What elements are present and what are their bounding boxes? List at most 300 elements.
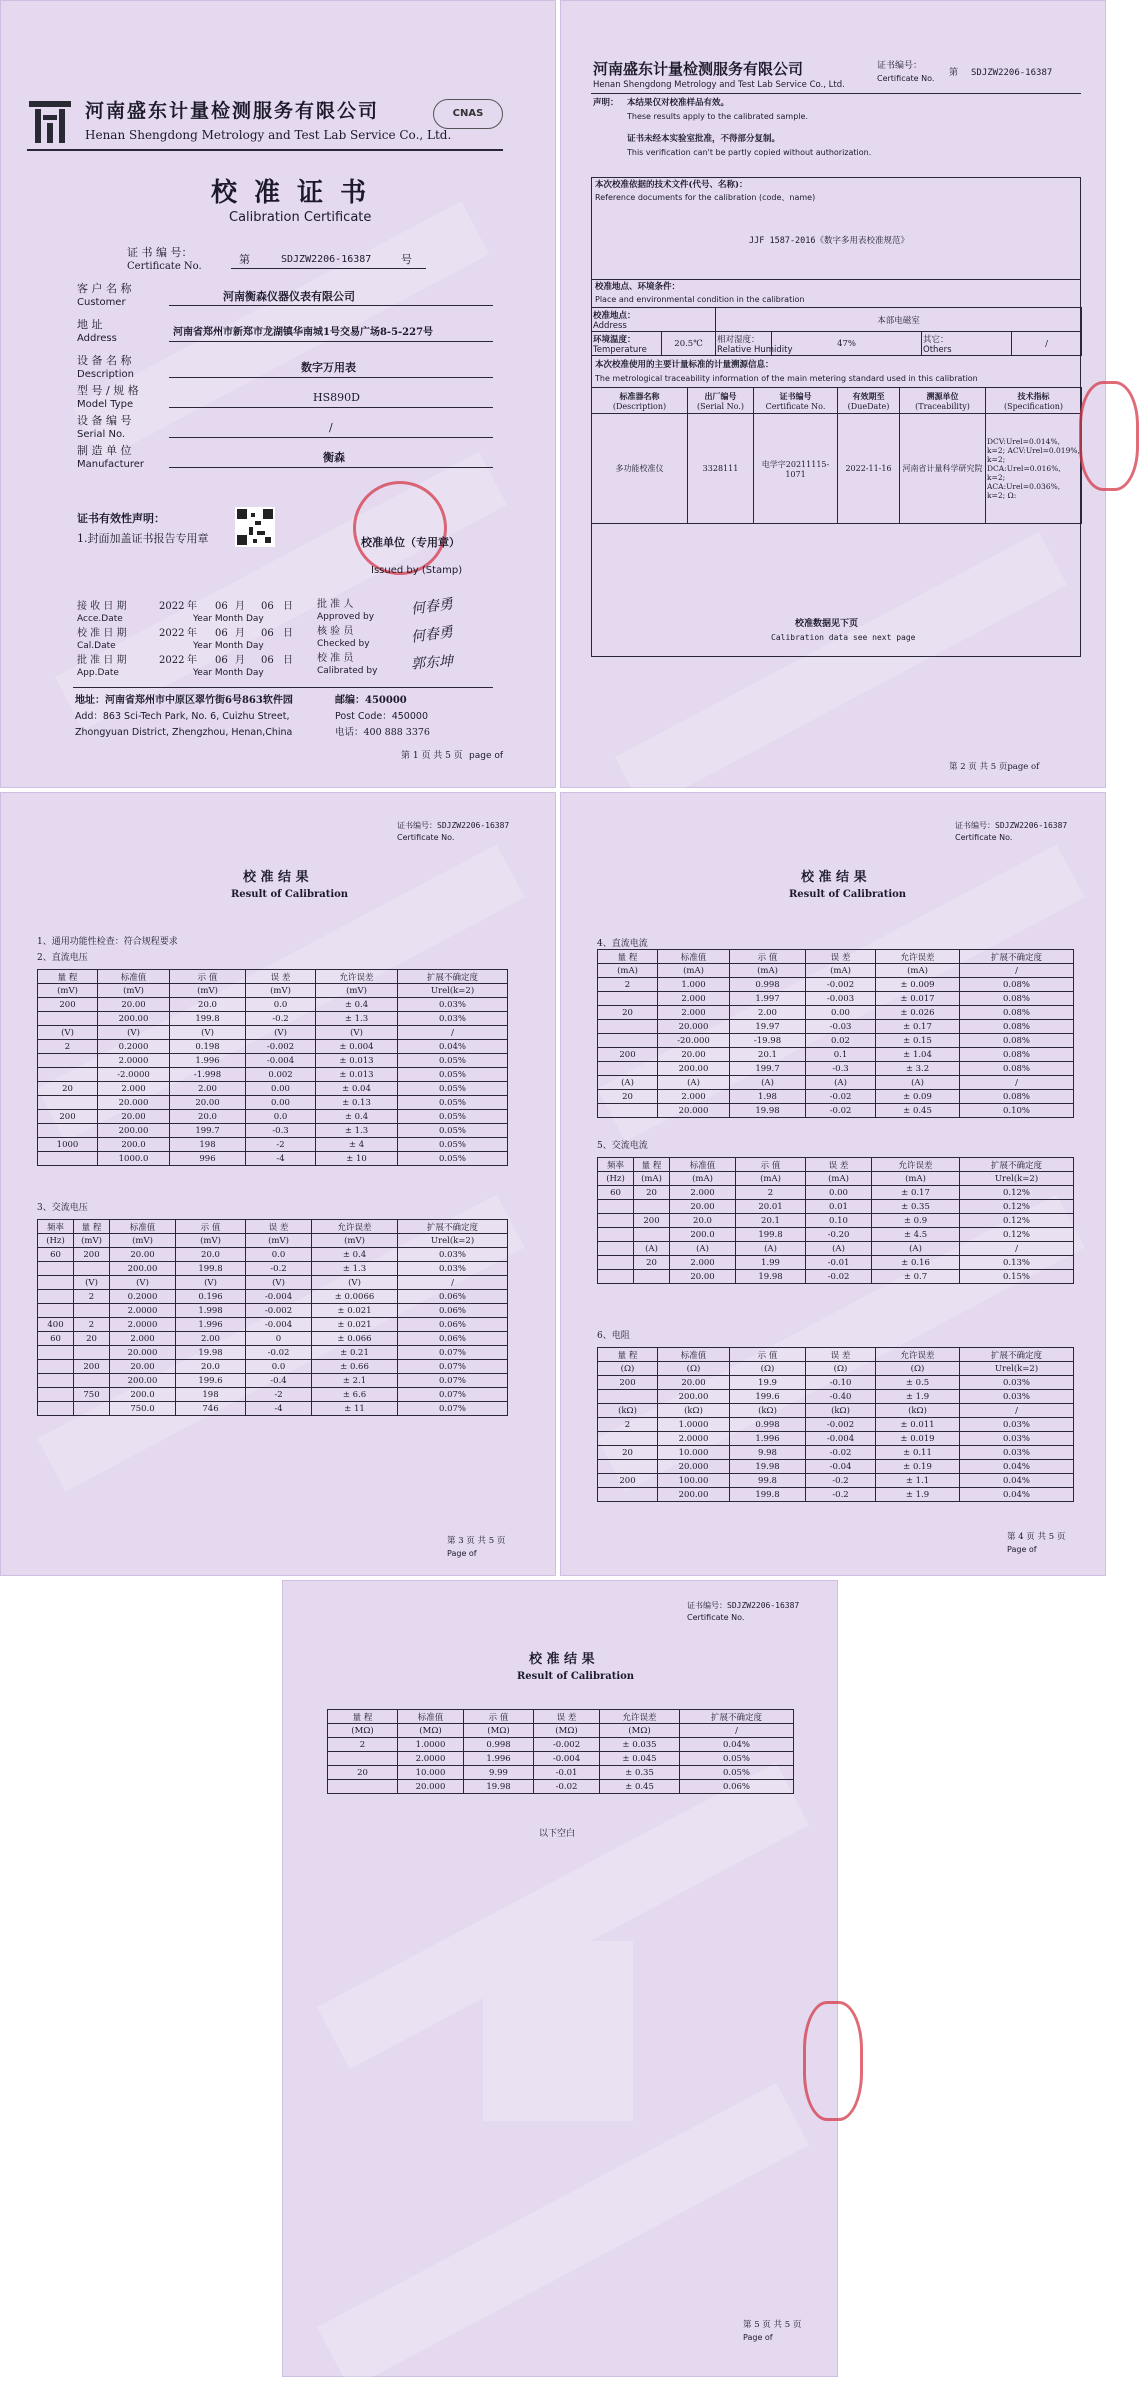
table-cell: ± 11 (312, 1402, 398, 1416)
traceability-label: 本次校准使用的主要计量标准的计量溯源信息： (595, 360, 774, 370)
date-day: 06 (261, 628, 274, 639)
table-row (598, 1270, 1074, 1284)
table-row (38, 1054, 508, 1068)
trace-header-en: Certificate No. (765, 401, 826, 411)
certno-prefix: 第 (239, 253, 250, 266)
temp-label-en: Temperature (593, 344, 647, 355)
table-cell: 0.04% (398, 1040, 508, 1054)
trace-header-en: (Description) (612, 401, 667, 411)
table-cell: 0.06% (398, 1290, 508, 1304)
table-cell: (kΩ) (658, 1404, 730, 1418)
table-cell: (MΩ) (328, 1724, 398, 1738)
table-cell: -0.003 (806, 992, 876, 1006)
table-header-row (598, 1348, 1074, 1362)
field-label-manufacturer-en: Manufacturer (77, 459, 144, 470)
table-cell: 199.8 (170, 1012, 246, 1026)
table-header: 示 值 (730, 1348, 806, 1362)
table-cell: 0.05% (398, 1096, 508, 1110)
page-number: 第 2 页 共 5 页page of (949, 762, 1040, 772)
certno-en: Certificate No. (397, 833, 455, 842)
page-number-en: page of (469, 751, 504, 761)
table-cell: 20 (598, 1446, 658, 1460)
field-label-serial-en: Serial No. (77, 429, 126, 440)
table-cell: ± 0.019 (876, 1432, 960, 1446)
table-cell: (A) (872, 1242, 960, 1256)
table-header: 允许误差 (316, 970, 398, 984)
table-cell: (Hz) (598, 1172, 634, 1186)
table-header-row (598, 1158, 1074, 1172)
table-header: 示 值 (176, 1220, 246, 1234)
table-cell (598, 1062, 658, 1076)
table-cell: 0.05% (398, 1138, 508, 1152)
validity-text: 1.封面加盖证书报告专用章 (77, 532, 209, 545)
table-cell (38, 1346, 74, 1360)
date-label-en: Cal.Date (77, 641, 116, 651)
table-cell: 996 (170, 1152, 246, 1166)
table-cell: 2.000 (670, 1256, 736, 1270)
table-cell: 0.08% (960, 992, 1074, 1006)
table-cell: 20 (634, 1186, 670, 1200)
result-title-en: Result of Calibration (517, 1671, 635, 1682)
table-cell: 200 (634, 1214, 670, 1228)
table-cell: 750 (74, 1388, 110, 1402)
dc-voltage-table (37, 969, 508, 1166)
table-cell: 200 (598, 1048, 658, 1062)
date-unit-year: 年 (187, 601, 197, 612)
table-cell: ± 0.7 (872, 1270, 960, 1284)
table-cell: 0.08% (960, 1048, 1074, 1062)
table-row (598, 1404, 1074, 1418)
certno-en: Certificate No. (687, 1613, 745, 1622)
signature: 郭东坤 (410, 653, 454, 673)
table-cell: ± 1.3 (316, 1124, 398, 1138)
table-cell: (mV) (110, 1234, 176, 1248)
table-header: 标准值 (670, 1158, 736, 1172)
table-cell: 0.0 (246, 1360, 312, 1374)
signer-label: 校 准 员 (317, 653, 354, 664)
table-cell: 746 (176, 1402, 246, 1416)
table-cell: 200.00 (98, 1012, 170, 1026)
table-cell: 0.08% (960, 1020, 1074, 1034)
table-header: 扩展不确定度 (960, 950, 1074, 964)
trace-header-en: (Specification) (1004, 401, 1063, 411)
table-cell: ± 1.3 (316, 1012, 398, 1026)
table-header: 标准值 (658, 1348, 730, 1362)
table-cell: ± 0.011 (876, 1418, 960, 1432)
cnas-badge: CNAS (433, 99, 503, 129)
table-cell: 1.996 (730, 1432, 806, 1446)
table-cell: ± 0.4 (312, 1248, 398, 1262)
table-cell: 20 (598, 1006, 658, 1020)
table-cell: 20.00 (670, 1200, 736, 1214)
table-cell: -0.004 (534, 1752, 600, 1766)
table-header: 扩展不确定度 (398, 970, 508, 984)
table-cell: (mV) (246, 1234, 312, 1248)
table-row (328, 1738, 794, 1752)
table-cell (598, 1270, 634, 1284)
table-cell: 20 (328, 1766, 398, 1780)
table-cell: (mV) (246, 984, 316, 998)
table-cell: 0.05% (398, 1054, 508, 1068)
table-cell: 0.03% (398, 1012, 508, 1026)
table-cell (74, 1262, 110, 1276)
table-cell: 0.05% (398, 1110, 508, 1124)
table-cell: 9.98 (730, 1446, 806, 1460)
table-cell: 199.7 (730, 1062, 806, 1076)
table-cell: 0.00 (246, 1082, 316, 1096)
table-cell: 20.0 (176, 1248, 246, 1262)
table-row (598, 964, 1074, 978)
table-cell: / (960, 1076, 1074, 1090)
certificate-page-3 (0, 792, 556, 1576)
signature: 何春勇 (410, 624, 454, 646)
signer-label: 核 验 员 (317, 626, 354, 637)
table-header: 量 程 (634, 1158, 670, 1172)
table-cell: (mA) (730, 964, 806, 978)
megohm-resistance-table (327, 1709, 794, 1794)
validity-title: 证书有效性声明： (77, 512, 165, 525)
table-cell: 0.01 (806, 1200, 872, 1214)
table-cell (598, 1214, 634, 1228)
table-cell: 2 (736, 1186, 806, 1200)
table-row (38, 998, 508, 1012)
page-number-en: Page of (743, 2333, 773, 2342)
table-cell (598, 1256, 634, 1270)
field-rule (169, 407, 493, 408)
table-cell: ± 0.066 (312, 1332, 398, 1346)
date-label: 批 准 日 期 (77, 655, 127, 666)
table-cell: -0.10 (806, 1376, 876, 1390)
table-cell: -19.98 (730, 1034, 806, 1048)
table-cell: 0.05% (398, 1082, 508, 1096)
date-unit-month: 月 (235, 601, 245, 612)
signature: 何春勇 (410, 596, 454, 618)
table-cell: 0.00 (806, 1186, 872, 1200)
certificate-page-2 (560, 0, 1106, 788)
table-cell: 0.002 (246, 1068, 316, 1082)
table-cell: (A) (670, 1242, 736, 1256)
trace-header-en: (DueDate) (847, 401, 890, 411)
trace-header: 有效期至 (852, 390, 885, 401)
table-cell: -0.20 (806, 1228, 872, 1242)
table-cell (598, 1488, 658, 1502)
declaration-1: 本结果仅对校准样品有效。 (627, 98, 730, 108)
page-number: 第 5 页 共 5 页 (743, 2320, 802, 2330)
table-cell: 200.0 (670, 1228, 736, 1242)
certno: 证书编号：SDJZW2206-16387 (397, 821, 510, 830)
table-cell: 0.05% (398, 1068, 508, 1082)
table-cell: 2 (38, 1040, 98, 1054)
result-title-cn: 校 准 结 果 (529, 1652, 595, 1667)
table-cell: 0.04% (960, 1488, 1074, 1502)
ac-voltage-table (37, 1219, 508, 1416)
table-cell (38, 1054, 98, 1068)
table-cell: Urel(k=2) (398, 1234, 508, 1248)
table-cell: 200.0 (110, 1388, 176, 1402)
certno-label: 证书编号： (877, 61, 923, 71)
table-cell: ± 3.2 (876, 1062, 960, 1076)
table-row (38, 1082, 508, 1096)
table-header: 标准值 (110, 1220, 176, 1234)
table-cell (634, 1200, 670, 1214)
table-cell: 20.00 (110, 1248, 176, 1262)
ref-document: JJF 1587-2016《数字多用表校准规范》 (749, 236, 910, 246)
date-units-en: Year Month Day (193, 614, 264, 624)
table-cell: ± 0.13 (316, 1096, 398, 1110)
table-row (598, 1090, 1074, 1104)
table-cell: ± 0.21 (312, 1346, 398, 1360)
table-row (38, 1248, 508, 1262)
table-cell: 20.000 (658, 1460, 730, 1474)
result-title-cn: 校 准 结 果 (243, 870, 309, 885)
table-cell: 0.196 (176, 1290, 246, 1304)
table-cell: ± 1.3 (312, 1262, 398, 1276)
address-en-1: Add：863 Sci-Tech Park, No. 6, Cuizhu Street, (75, 711, 290, 722)
table-cell: -0.02 (806, 1090, 876, 1104)
table-cell: ± 1.04 (876, 1048, 960, 1062)
table-row (38, 1276, 508, 1290)
table-cell: 0.07% (398, 1374, 508, 1388)
table-cell (38, 1096, 98, 1110)
table-cell: 0.03% (398, 1248, 508, 1262)
certno-suffix: 号 (401, 253, 412, 266)
table-cell: 200 (74, 1360, 110, 1374)
table-cell: 0.07% (398, 1402, 508, 1416)
result-title-en: Result of Calibration (789, 889, 907, 900)
table-header: 示 值 (730, 950, 806, 964)
table-cell: 1.996 (176, 1318, 246, 1332)
table-cell: 20.000 (98, 1096, 170, 1110)
certificate-page-4 (560, 792, 1106, 1576)
table-cell: 0.06% (398, 1304, 508, 1318)
temp-value: 20.5℃ (662, 332, 716, 356)
table-row (38, 1234, 508, 1248)
field-label-manufacturer: 制 造 单 位 (77, 444, 132, 457)
table-cell: 20.0 (170, 1110, 246, 1124)
field-rule (169, 437, 493, 438)
page-number: 第 4 页 共 5 页 (1007, 1532, 1066, 1542)
date-label: 接 收 日 期 (77, 601, 127, 612)
table-cell: (mV) (74, 1234, 110, 1248)
table-cell: 20.000 (658, 1020, 730, 1034)
table-cell: -0.40 (806, 1390, 876, 1404)
table-cell: 1.0000 (658, 1418, 730, 1432)
date-month: 06 (215, 628, 228, 639)
table-cell: (mA) (736, 1172, 806, 1186)
table-cell: 20.00 (658, 1048, 730, 1062)
table-cell: 99.8 (730, 1474, 806, 1488)
others-value: / (1012, 332, 1082, 356)
table-cell (328, 1752, 398, 1766)
trace-cell: 3328111 (688, 414, 754, 524)
table-cell: -2 (246, 1388, 312, 1402)
table-cell: 20.0 (176, 1360, 246, 1374)
table-cell: 0.10 (806, 1214, 872, 1228)
table-cell: (mA) (658, 964, 730, 978)
table-cell: 199.6 (730, 1390, 806, 1404)
table-cell: / (398, 1276, 508, 1290)
field-label-description-en: Description (77, 369, 134, 380)
table-cell: 750.0 (110, 1402, 176, 1416)
table-cell: 20.00 (670, 1270, 736, 1284)
table-cell: 2.0000 (658, 1432, 730, 1446)
table-cell: 0.08% (960, 1090, 1074, 1104)
table-cell: 2 (598, 1418, 658, 1432)
table-cell: (MΩ) (600, 1724, 680, 1738)
table-cell: 1000.0 (98, 1152, 170, 1166)
table-cell: ± 0.45 (876, 1104, 960, 1118)
table-row (38, 1138, 508, 1152)
table-cell (598, 1432, 658, 1446)
table-cell: 20.1 (736, 1214, 806, 1228)
table-row (598, 1172, 1074, 1186)
table-row (598, 1228, 1074, 1242)
table-cell: 20.0 (170, 998, 246, 1012)
table-row (598, 1214, 1074, 1228)
certno-rule (231, 268, 426, 269)
table-cell: / (960, 1242, 1074, 1256)
table-cell: 60 (38, 1248, 74, 1262)
table-row (38, 1068, 508, 1082)
table-header: 误 差 (534, 1710, 600, 1724)
table-cell: (mV) (316, 984, 398, 998)
table-header: 允许误差 (600, 1710, 680, 1724)
date-year: 2022 (159, 628, 185, 639)
company-name-en: Henan Shengdong Metrology and Test Lab Service Co., Ltd. (593, 80, 845, 90)
table-cell: Urel(k=2) (398, 984, 508, 998)
next-page-note-en: Calibration data see next page (771, 633, 916, 642)
table-header: 示 值 (464, 1710, 534, 1724)
date-unit-month: 月 (235, 655, 245, 666)
table-cell: 20 (38, 1082, 98, 1096)
table-cell: -0.002 (806, 1418, 876, 1432)
table-row (38, 1262, 508, 1276)
table-cell: ± 0.004 (316, 1040, 398, 1054)
table-cell: 20.00 (98, 998, 170, 1012)
table-row (38, 1374, 508, 1388)
date-units-en: Year Month Day (193, 668, 264, 678)
table-cell: ± 0.9 (872, 1214, 960, 1228)
table-cell: -4 (246, 1402, 312, 1416)
table-cell: (V) (246, 1026, 316, 1040)
table-cell: 0.998 (464, 1738, 534, 1752)
page-number: 第 3 页 共 5 页 (447, 1536, 506, 1546)
declaration-1-en: These results apply to the calibrated sample. (627, 112, 808, 121)
table-cell: -0.004 (246, 1290, 312, 1304)
table-cell: 2 (74, 1318, 110, 1332)
table-cell: 0.998 (730, 978, 806, 992)
table-row (598, 978, 1074, 992)
table-cell: ± 1.9 (876, 1488, 960, 1502)
zip-en: Post Code：450000 (335, 711, 428, 722)
table-row (38, 1318, 508, 1332)
table-row (38, 1096, 508, 1110)
table-cell: (mV) (38, 984, 98, 998)
table-cell: ± 0.16 (872, 1256, 960, 1270)
table-cell (38, 1068, 98, 1082)
table-cell: 20 (598, 1090, 658, 1104)
table-cell: ± 0.026 (876, 1006, 960, 1020)
table-cell: ± 0.09 (876, 1090, 960, 1104)
title-cn: 校 准 证 书 (211, 178, 371, 208)
table-header-row (328, 1710, 794, 1724)
table-row (598, 1242, 1074, 1256)
table-cell: 0.03% (398, 1262, 508, 1276)
table-cell: 2.000 (658, 992, 730, 1006)
table-cell: (V) (74, 1276, 110, 1290)
table-cell: ± 10 (316, 1152, 398, 1166)
table-cell: -4 (246, 1152, 316, 1166)
table-header: 频率 (38, 1220, 74, 1234)
table-cell: (kΩ) (876, 1404, 960, 1418)
dc-current-table (597, 949, 1074, 1118)
table-cell: (MΩ) (398, 1724, 464, 1738)
table-cell: 0.12% (960, 1214, 1074, 1228)
table-header: 扩展不确定度 (960, 1158, 1074, 1172)
table-header: 允许误差 (312, 1220, 398, 1234)
table-cell: 0.03% (398, 998, 508, 1012)
table-cell: 1.996 (170, 1054, 246, 1068)
table-cell: 0.04% (680, 1738, 794, 1752)
date-unit-day: 日 (283, 601, 293, 612)
humidity-value: 47% (772, 332, 922, 356)
table-cell: 19.98 (176, 1346, 246, 1360)
section-6: 6、电阻 (597, 1331, 630, 1341)
table-cell: 20 (634, 1256, 670, 1270)
field-label-description: 设 备 名 称 (77, 354, 132, 367)
field-value-description: 数字万用表 (301, 361, 356, 374)
table-cell: ± 0.45 (600, 1780, 680, 1794)
table-cell: (Hz) (38, 1234, 74, 1248)
page-number-en: Page of (447, 1549, 477, 1558)
table-cell (38, 1304, 74, 1318)
table-cell: 0.15% (960, 1270, 1074, 1284)
trace-cell: 多功能校准仪 (592, 414, 688, 524)
certificate-page-5 (282, 1580, 838, 2377)
trace-cell: 2022-11-16 (838, 414, 900, 524)
table-header: 误 差 (806, 950, 876, 964)
trace-cell-spec: DCV:Urel=0.014%, k=2; ACV:Urel=0.019%, k=2; DCA:Urel=0.016%, k=2; ACA:Urel=0.036%, k=2; Ω: (986, 414, 1082, 524)
table-cell: 20.000 (398, 1780, 464, 1794)
table-cell: -0.002 (246, 1040, 316, 1054)
table-cell: 0.1 (806, 1048, 876, 1062)
table-cell: (V) (316, 1026, 398, 1040)
table-cell: (Ω) (876, 1362, 960, 1376)
table-cell (74, 1346, 110, 1360)
table-cell: 19.98 (730, 1460, 806, 1474)
table-row (328, 1780, 794, 1794)
trace-header: 技术指标 (1017, 390, 1050, 401)
table-cell: 1.997 (730, 992, 806, 1006)
table-cell: 2.0000 (98, 1054, 170, 1068)
table-cell (38, 1290, 74, 1304)
table-cell (598, 992, 658, 1006)
table-cell: 2.00 (170, 1082, 246, 1096)
page-number-en: Page of (1007, 1545, 1037, 1554)
table-cell: 0.00 (246, 1096, 316, 1110)
table-cell: 2 (74, 1290, 110, 1304)
edge-stamp (803, 2001, 863, 2121)
table-cell: 60 (598, 1186, 634, 1200)
table-cell: ± 0.17 (872, 1186, 960, 1200)
table-cell: (kΩ) (806, 1404, 876, 1418)
table-cell: (Ω) (598, 1362, 658, 1376)
table-cell: 0.03% (960, 1446, 1074, 1460)
table-cell: -0.02 (534, 1780, 600, 1794)
table-row (328, 1752, 794, 1766)
date-label: 校 准 日 期 (77, 628, 127, 639)
page-number: 第 1 页 共 5 页 (401, 751, 463, 761)
